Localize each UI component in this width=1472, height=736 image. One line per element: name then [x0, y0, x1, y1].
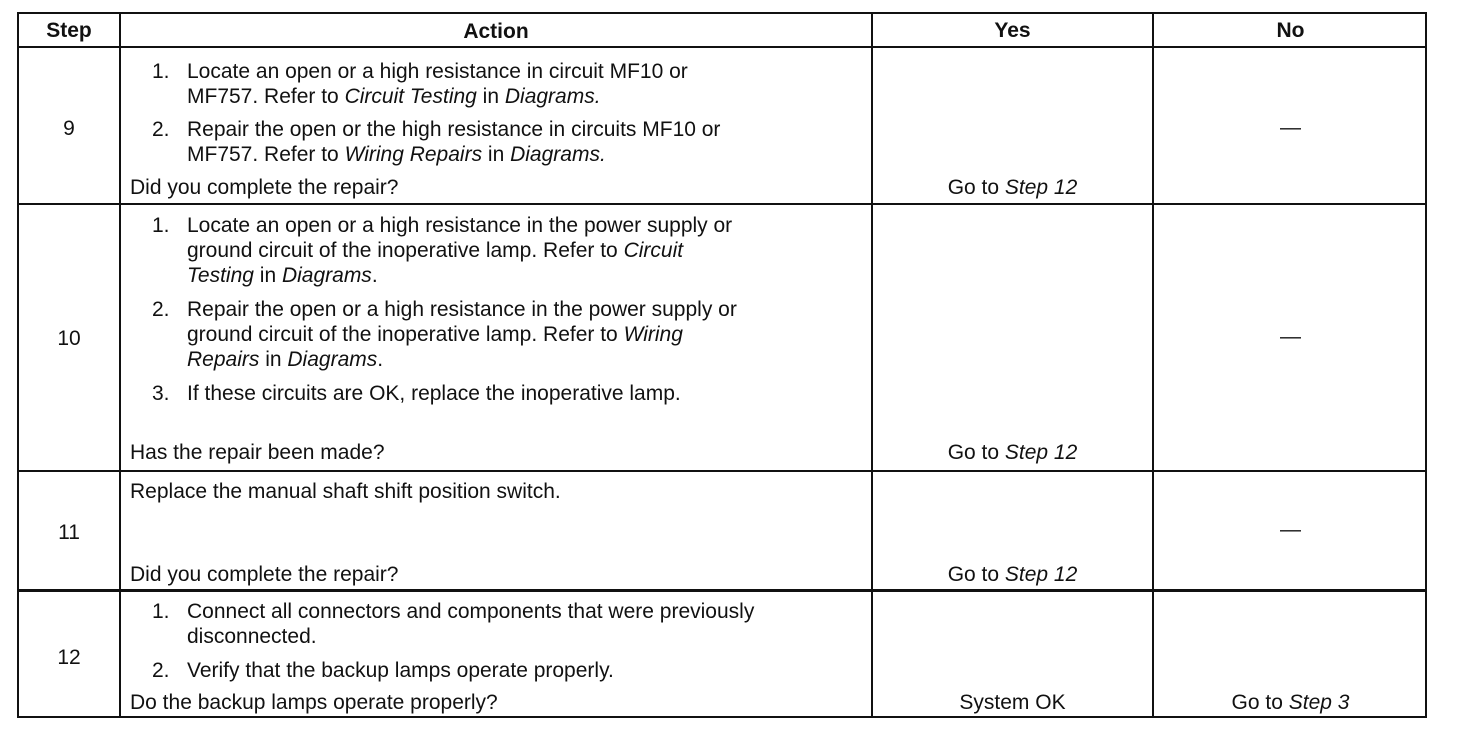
action-text: ground circuit of the inoperative lamp. Refer to Wiring — [187, 323, 683, 346]
no-result: — — [1280, 518, 1301, 541]
action-text: If these circuits are OK, replace the inoperative lamp. — [187, 382, 681, 405]
list-number: 2. — [152, 118, 170, 141]
action-text: disconnected. — [187, 625, 317, 648]
action-text: MF757. Refer to Wiring Repairs in Diagrams. — [187, 143, 606, 166]
header-divider — [19, 46, 1425, 48]
list-number: 1. — [152, 60, 170, 83]
question-text: Did you complete the repair? — [130, 563, 399, 586]
step-number: 10 — [57, 327, 81, 350]
action-text: Locate an open or a high resistance in the power supply or — [187, 214, 733, 237]
step-number: 12 — [57, 646, 81, 669]
yes-result: Go to Step 12 — [947, 176, 1078, 199]
list-number: 1. — [152, 600, 170, 623]
header-step: Step — [46, 19, 92, 42]
question-text: Do the backup lamps operate properly? — [130, 691, 498, 714]
question-text: Has the repair been made? — [130, 441, 385, 464]
action-text: Connect all connectors and components that were previously — [187, 600, 755, 623]
action-text: Repair the open or a high resistance in the power supply or — [187, 298, 737, 321]
action-text: Locate an open or a high resistance in circuit MF10 or — [187, 60, 688, 83]
row-divider — [19, 470, 1425, 472]
step-number: 9 — [63, 117, 75, 140]
yes-result: System OK — [959, 691, 1066, 714]
list-number: 3. — [152, 382, 170, 405]
yes-result: Go to Step 12 — [947, 563, 1078, 586]
row-divider — [19, 203, 1425, 205]
header-yes: Yes — [994, 19, 1031, 42]
list-number: 2. — [152, 659, 170, 682]
list-number: 2. — [152, 298, 170, 321]
yes-result: Go to Step 12 — [947, 441, 1078, 464]
action-text: Verify that the backup lamps operate properly. — [187, 659, 614, 682]
action-text: ground circuit of the inoperative lamp. Refer to Circuit — [187, 239, 684, 262]
no-result: — — [1280, 116, 1301, 139]
action-text: MF757. Refer to Circuit Testing in Diagrams. — [187, 85, 601, 108]
row-divider — [19, 589, 1425, 592]
column-divider — [871, 14, 873, 716]
step-number: 11 — [58, 521, 80, 544]
header-action: Action — [463, 20, 529, 43]
no-result: Go to Step 3 — [1231, 691, 1350, 714]
list-number: 1. — [152, 214, 170, 237]
no-result: — — [1280, 325, 1301, 348]
question-text: Did you complete the repair? — [130, 176, 399, 199]
diagnostic-table — [17, 12, 1427, 718]
header-no: No — [1276, 19, 1305, 42]
action-text: Repairs in Diagrams. — [187, 348, 384, 371]
column-divider — [119, 14, 121, 716]
action-text: Replace the manual shaft shift position switch. — [130, 480, 561, 503]
action-text: Repair the open or the high resistance in circuits MF10 or — [187, 118, 721, 141]
action-text: Testing in Diagrams. — [187, 264, 378, 287]
